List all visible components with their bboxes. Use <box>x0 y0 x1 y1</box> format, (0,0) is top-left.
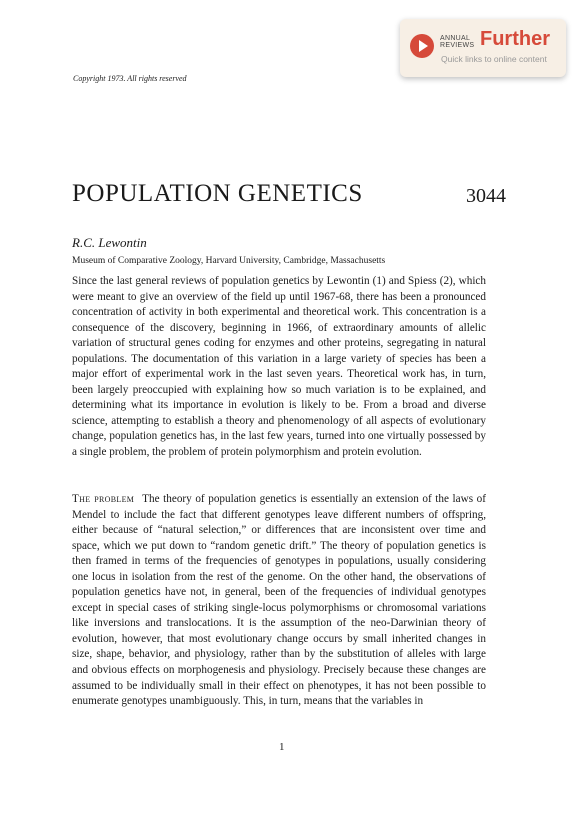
banner-title[interactable]: Further <box>480 28 550 50</box>
banner-publisher-line-2: REVIEWS <box>440 42 475 49</box>
annual-reviews-logo-icon <box>410 34 434 58</box>
further-banner[interactable] <box>400 19 566 77</box>
page-number: 1 <box>279 741 285 753</box>
banner-publisher-line-1: ANNUAL <box>440 35 471 42</box>
section-heading: The problem <box>72 493 135 505</box>
body-paragraph-2 <box>72 492 486 710</box>
author-affiliation: Museum of Comparative Zoology, Harvard University, Cambridge, Massachusetts <box>72 256 386 266</box>
article-number: 3044 <box>466 185 506 207</box>
article-title: POPULATION GENETICS <box>72 180 363 207</box>
banner-subtitle[interactable]: Quick links to online content <box>441 54 547 64</box>
body-paragraph-2-text: The theory of population genetics is essentially an extension of the laws of Mendel to include the fact that different genotypes leave different numbers of offspring, either because of “natural selection,” or differences that are inconsistent over time and space, which we put down to “random genetic drift.” The theory of population genetics is then framed in terms of the frequencies of genotypes in populations, usually considering one locus in isolation from the rest of the genome. On the other hand, the observations of population genetics have not, in general, been of the frequencies of individual genotypes except in special cases of striking single-locus polymorphisms or chromosomal variations like inversions and translocations. It is the assumption of the neo-Darwinian theory of evolution, however, that most evolutionary change occurs by small inherited changes in size, shape, behavior, and physiology, rather than by the substitution of alleles with large and obvious effects on morphogenesis and physiology. Precisely because these changes are assumed to be individually small in their effect on phenotypes, it has not been possible to enumerate genotypes unambiguously. This, in turn, means that the variables in <box>72 493 486 708</box>
copyright-notice: Copyright 1973. All rights reserved <box>73 74 187 83</box>
body-paragraph-1: Since the last general reviews of population genetics by Lewontin (1) and Spiess (2), which were meant to give an overview of the field up until 1967-68, there has been a pronounced concentration of activity in both experimental and theoretical work. This concentration is a consequence of the discovery, beginning in 1966, of extraordinary amounts of allelic variation of structural genes coding for enzymes and other proteins, segregating in natural populations. The documentation of this variation in a large variety of species has been a major effort of experimental work in the last seven years. Theoretical work has, in turn, been largely preoccupied with explaining how so much variation is to be explained, and determining what its importance in evolution is likely to be. From a broad and diverse science, attempting to establish a theory and phenomenology of all aspects of evolutionary change, population genetics has, in the last few years, turned into one virtually possessed by a single problem, the problem of protein polymorphism and protein evolution. <box>72 275 486 459</box>
banner-publisher <box>440 35 474 49</box>
author-name: R.C. Lewontin <box>72 235 147 250</box>
